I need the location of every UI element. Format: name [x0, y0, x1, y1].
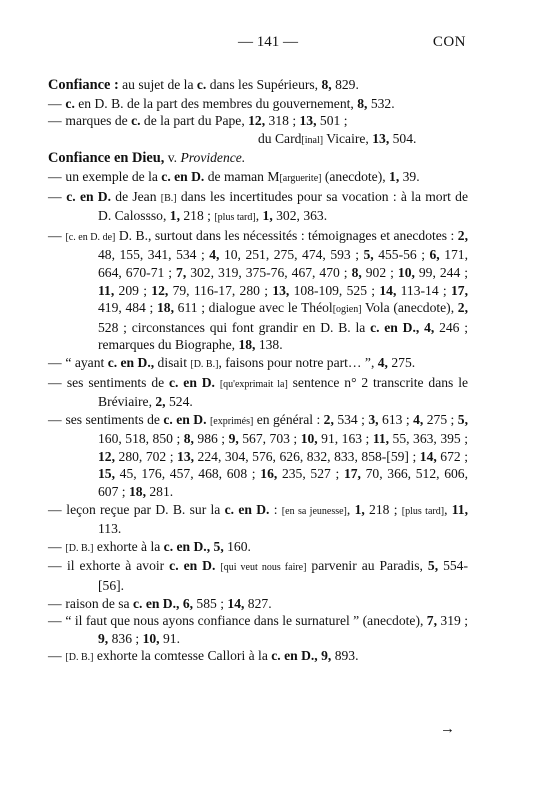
entry-text: marques de [65, 113, 132, 129]
page-refs: 209 ; [114, 282, 152, 298]
entry-ref: c. en D., [107, 354, 155, 370]
page-refs: 524. [165, 394, 193, 410]
entry-text: Vicaire, [323, 130, 373, 146]
volume-number: 2, [323, 411, 334, 427]
dash-marker [48, 595, 62, 613]
entry-text: ses sentiments de [65, 411, 164, 427]
volume-number: 11, [98, 282, 115, 298]
volume-number: 2, [155, 394, 166, 410]
entry-line [48, 647, 468, 667]
entry-line [48, 374, 468, 411]
entry-line [48, 411, 468, 501]
volume-number: 3, [368, 411, 379, 427]
entry-ref: c. en D. [161, 168, 205, 184]
volume-number: 14, [379, 282, 397, 298]
page-refs: 138. [255, 337, 283, 353]
entry-line [48, 227, 468, 354]
volume-number: 13, [299, 113, 317, 129]
entry-line [48, 188, 468, 227]
volume-number: 8, [183, 431, 194, 447]
volume-number: 13, [177, 448, 195, 464]
entry-text: exhorte la comtesse Callori à la [93, 648, 272, 664]
page-refs: 532. [367, 95, 395, 111]
volume-number: 15, [98, 466, 115, 482]
volume-number: 6, [429, 247, 440, 263]
entry-text: 528 ; circonstances qui font grandir en D. B. la [98, 319, 371, 335]
page-refs: 986 ; [193, 431, 229, 447]
page-refs: 45, 176, 457, 468, 608 ; [115, 466, 261, 482]
page-refs: 534 ; [333, 411, 369, 427]
volume-number: 2, [457, 227, 468, 243]
continue-arrow-icon: → [440, 721, 455, 737]
volume-number: 4, [377, 354, 388, 370]
page-refs: 504. [389, 130, 417, 146]
editorial-insert: [ogien] [332, 304, 362, 316]
entry-ref: c. en D. [66, 188, 112, 204]
dash-marker [48, 95, 62, 113]
entry-line [48, 595, 468, 613]
editorial-insert: [qu'exprimait la] [219, 378, 288, 390]
volume-number: 8, [357, 95, 368, 111]
entry-text: 246 ; remarques du Biographe, [98, 319, 469, 353]
volume-number: 10, [397, 264, 415, 280]
entry-line [48, 95, 468, 113]
entry-text: dans les incertitudes pour sa vocation : à la mort de D. Calossso, [98, 188, 468, 224]
dash-marker [48, 612, 62, 630]
entry-confiance [48, 76, 468, 95]
entry-text: (anecdote), [321, 168, 390, 184]
dash-marker [48, 112, 62, 130]
page-refs: 455-56 ; [373, 247, 430, 263]
page-refs: 275 ; [423, 411, 458, 427]
volume-number: 9, [228, 431, 239, 447]
page-refs: 39. [399, 168, 420, 184]
entry-text: il exhorte à avoir [66, 558, 170, 574]
volume-number: 1, [169, 208, 180, 224]
page-refs: 281. [145, 484, 174, 500]
entry-text: v. [164, 150, 181, 166]
entry-text: 611 ; dialogue avec le Théol [173, 300, 333, 316]
entry-text: en général : [253, 411, 324, 427]
page-refs: 79, 116-17, 280 ; [168, 282, 273, 298]
editorial-insert: [c. en D. de] [65, 231, 116, 243]
entry-text: dans les Supérieurs, [206, 77, 322, 92]
cross-reference: Providence. [180, 150, 246, 166]
entry-ref: c. [65, 95, 75, 111]
entry-ref: c. en D., [132, 595, 180, 611]
entry-text: ses sentiments de [66, 374, 170, 390]
page-refs: 91. [159, 630, 180, 646]
page-refs: 893. [331, 648, 359, 664]
volume-number: 12, [248, 113, 266, 129]
volume-number: 8, [351, 264, 362, 280]
volume-number: 5, [457, 411, 468, 427]
volume-number: 18, [238, 337, 256, 353]
editorial-insert: [B.] [160, 192, 177, 204]
volume-number: 17, [343, 466, 361, 482]
volume-number: 12, [151, 282, 169, 298]
volume-number: 14, [419, 448, 437, 464]
entry-ref: c. en D. [224, 501, 270, 517]
dash-marker [48, 374, 62, 392]
page-refs: 48, 155, 341, 534 ; [98, 247, 210, 263]
dash-marker [48, 557, 62, 575]
editorial-insert: [plus tard] [214, 212, 256, 224]
page-refs: 99, 244 ; [414, 264, 468, 280]
volume-number: 17, [451, 282, 468, 298]
volume-number: 10, [300, 431, 318, 447]
entry-text: “ il faut que nous ayons confiance dans le surnaturel ” (anecdote), [65, 613, 427, 629]
page-refs: 280, 702 ; [115, 448, 178, 464]
page-refs: 108-109, 525 ; [289, 282, 380, 298]
entry-line [48, 354, 468, 374]
dash-marker [48, 411, 62, 429]
page-refs: 91, 163 ; [317, 431, 373, 447]
editorial-insert: [inal] [301, 134, 324, 146]
index-entries [48, 76, 468, 667]
entry-heading: Confiance : [48, 77, 119, 93]
dash-marker [48, 538, 62, 556]
page-refs: 902 ; [361, 264, 398, 280]
page-refs: 302, 319, 375-76, 467, 470 ; [186, 264, 352, 280]
entry-text: “ ayant [65, 354, 108, 370]
entry-ref: c. en D., [163, 538, 211, 554]
volume-number: 11, [372, 431, 390, 447]
page-refs: 419, 484 ; [98, 300, 157, 316]
page-refs: 218 ; [364, 501, 402, 517]
volume-number: 1, [389, 168, 400, 184]
page-refs: 113. [98, 521, 122, 537]
continuation-line [98, 130, 468, 150]
running-head: CON [432, 34, 466, 50]
volume-number: 13, [272, 282, 290, 298]
page-refs: 318 ; [265, 113, 300, 129]
page-refs: 171, 664, 670-71 ; [98, 247, 468, 280]
volume-number: 6, [182, 595, 194, 611]
page-refs: 829. [331, 77, 359, 92]
volume-number: 5, [427, 558, 439, 574]
entry-ref: c. en D. [169, 558, 216, 574]
editorial-insert: [arguerite] [279, 172, 322, 184]
volume-number: 13, [372, 130, 390, 146]
entry-text: exhorte à la [93, 538, 164, 554]
volume-number: 1, [262, 208, 273, 224]
page-refs: 235, 527 ; [277, 466, 344, 482]
entry-ref: c. en D., [370, 319, 420, 335]
entry-text: sentence n° 2 transcrite dans le Bréviaire, [98, 374, 469, 410]
volume-number: 5, [363, 247, 374, 263]
volume-number: 10, [142, 630, 160, 646]
entry-text: de maman M [204, 168, 280, 184]
editorial-insert: [qui veut nous faire] [220, 562, 307, 574]
entry-text: raison de sa [65, 595, 133, 611]
editorial-insert: [D. B.] [65, 652, 94, 664]
page-refs: 55, 363, 395 ; [389, 431, 468, 447]
volume-number: 7, [426, 613, 437, 629]
volume-number: 16, [260, 466, 278, 482]
entry-line [48, 612, 468, 647]
page-refs: 585 ; [193, 595, 228, 611]
entry-text: Vola (anecdote), [361, 300, 458, 316]
editorial-insert: [D. B.] [190, 358, 219, 370]
entry-text: , [444, 501, 452, 517]
page-refs: 501 ; [316, 113, 348, 129]
editorial-insert: [D. B.] [65, 542, 94, 554]
dash-marker [48, 227, 62, 245]
page-refs: 113-14 ; [396, 282, 451, 298]
volume-number: 9, [321, 648, 332, 664]
page-refs: 567, 703 ; [238, 431, 301, 447]
page-refs: 70, 366, 512, 606, 607 ; [98, 466, 468, 500]
entry-ref: c. [196, 77, 207, 92]
entry-text: , [255, 208, 263, 224]
entry-text: un exemple de la [65, 168, 162, 184]
volume-number: 5, [213, 538, 224, 554]
volume-number: 4, [424, 319, 435, 335]
entry-confiance-en-dieu [48, 149, 468, 168]
entry-line [48, 557, 468, 594]
editorial-insert: [exprimés] [209, 415, 254, 427]
entry-heading: Confiance en Dieu, [48, 150, 165, 167]
volume-number: 18, [128, 484, 146, 500]
page-refs: 160, 518, 850 ; [98, 431, 184, 447]
dash-marker [48, 168, 62, 186]
entry-text: : [269, 501, 282, 517]
entry-text: au sujet de la [118, 77, 197, 92]
entry-text: , faisons pour notre part… ”, [218, 354, 378, 370]
entry-text: de Jean [111, 188, 161, 204]
page-refs: 275. [387, 354, 416, 370]
page-refs: 319 ; [437, 613, 468, 629]
entry-text: de la part du Pape, [140, 113, 249, 129]
entry-text: D. B., surtout dans les nécessités : témoignages et anecdotes : [115, 227, 458, 243]
volume-number: 14, [227, 595, 245, 611]
volume-number: 1, [354, 501, 365, 517]
entry-line [48, 168, 468, 188]
entry-ref: c. en D. [163, 411, 207, 427]
entry-ref: c. en D. [169, 374, 215, 390]
entry-text: du Card [258, 130, 302, 146]
entry-text: en D. B. de la part des membres du gouvernement, [74, 95, 358, 111]
page-refs: 218 ; [179, 208, 215, 224]
editorial-insert: [en sa jeunesse] [281, 505, 347, 517]
entry-ref: c. en D., [271, 648, 318, 664]
page-refs: 224, 304, 576, 626, 832, 833, 858-[59] ; [194, 448, 420, 464]
entry-text: disait [154, 354, 191, 370]
page-refs: 554-[56]. [98, 558, 468, 594]
page-refs: 302, 363. [272, 208, 328, 224]
entry-text: , [346, 501, 355, 517]
entry-ref: c. [131, 113, 141, 129]
volume-number: 12, [98, 448, 115, 464]
volume-number: 9, [98, 630, 109, 646]
page-number: — 141 — [238, 34, 298, 50]
page-refs: 160. [223, 538, 251, 554]
page-refs: 10, 251, 275, 474, 593 ; [219, 247, 364, 263]
volume-number: 7, [176, 264, 187, 280]
page-refs: 836 ; [108, 630, 143, 646]
entry-text: leçon reçue par D. B. sur la [66, 501, 225, 517]
dash-marker [48, 354, 62, 372]
editorial-insert: [plus tard] [401, 505, 445, 517]
entry-line [48, 112, 468, 149]
entry-line [48, 538, 468, 558]
page-refs: 827. [244, 595, 272, 611]
volume-number: 11, [451, 501, 468, 517]
page-refs: 613 ; [378, 411, 414, 427]
volume-number: 8, [321, 77, 332, 92]
volume-number: 2, [457, 300, 468, 316]
volume-number: 4, [209, 247, 220, 263]
dash-marker [48, 188, 62, 206]
entry-text: parvenir au Paradis, [306, 558, 428, 574]
dash-marker [48, 647, 62, 665]
page-refs: 672 ; [436, 448, 468, 464]
volume-number: 4, [413, 411, 424, 427]
entry-line [48, 501, 468, 538]
volume-number: 18, [156, 300, 174, 316]
dash-marker [48, 501, 62, 519]
